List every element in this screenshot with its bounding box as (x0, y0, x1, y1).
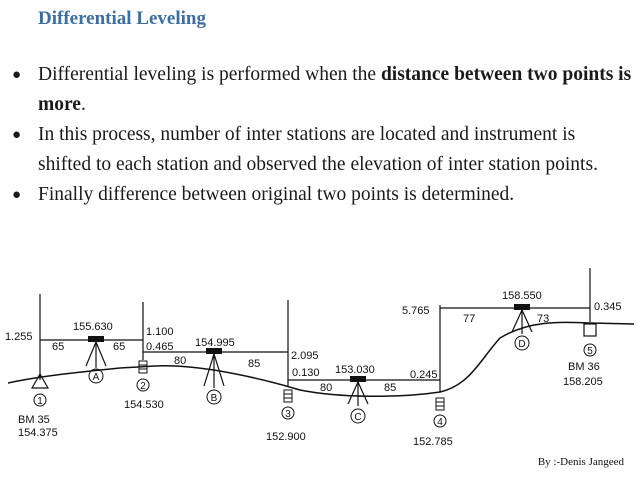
distance-label: 65 (52, 341, 65, 353)
point-3-number: 3 (285, 409, 291, 420)
bullet-bold-text: distance between two points is more (38, 64, 632, 115)
benchmark-5-marker-icon (584, 324, 596, 336)
reading-bs2: 0.465 (146, 341, 174, 353)
point-5-number: 5 (587, 346, 593, 357)
reading-fs2: 2.095 (291, 350, 319, 362)
point-5-elevation: 158.205 (563, 376, 603, 388)
station-d-label: D (518, 339, 526, 350)
leveling-diagram (0, 260, 638, 460)
point-4-number: 4 (437, 417, 443, 428)
point-1-number: 1 (37, 396, 43, 407)
bullet-icon: ● (12, 67, 22, 83)
point-2-number: 2 (140, 381, 146, 392)
bullet-list (12, 60, 632, 210)
bullet-text: In this process, number of inter stations are located and instrument is shifted to each station and observed the elevation of inter station points. (38, 124, 598, 175)
bullet-item (12, 120, 632, 180)
reading-fs1: 1.100 (146, 326, 174, 338)
hi-a: 155.630 (73, 321, 113, 333)
reading-fs3: 0.245 (410, 369, 438, 381)
reading-bs1: 1.255 (5, 331, 33, 343)
author-credit: By :-Denis Jangeed (537, 456, 624, 468)
point-4-elevation: 152.785 (413, 436, 453, 448)
turning-point-3-marker-icon (284, 390, 292, 402)
distance-label: 80 (174, 355, 187, 367)
point-1-name: BM 35 (18, 414, 50, 426)
point-2-elevation: 154.530 (124, 399, 164, 411)
distance-label: 80 (320, 382, 333, 394)
turning-point-4-marker-icon (436, 398, 444, 410)
reading-bs4: 5.765 (402, 305, 430, 317)
distance-label: 65 (113, 341, 126, 353)
bullet-text-end: . (80, 94, 86, 115)
level-instrument-b (204, 348, 224, 388)
level-instrument-a (86, 336, 106, 368)
bullet-item (12, 180, 632, 210)
hi-b: 154.995 (195, 337, 235, 349)
station-a-label: A (92, 372, 100, 383)
point-5-name: BM 36 (568, 361, 600, 373)
reading-fs4: 0.345 (594, 301, 622, 313)
bullet-icon: ● (12, 127, 22, 143)
bullet-icon: ● (12, 187, 22, 203)
bullet-item (12, 60, 632, 120)
level-instrument-d (512, 304, 532, 334)
distance-label: 73 (537, 313, 550, 325)
slide-title: Differential Leveling (38, 8, 206, 29)
station-b-label: B (210, 393, 218, 404)
distance-label: 85 (248, 358, 261, 370)
station-c-label: C (354, 412, 362, 423)
level-instrument-c (348, 376, 368, 406)
distance-label: 85 (384, 382, 397, 394)
reading-bs3: 0.130 (292, 367, 320, 379)
hi-c: 153.030 (335, 364, 375, 376)
hi-d: 158.550 (502, 290, 542, 302)
point-3-elevation: 152.900 (266, 431, 306, 443)
bullet-text: Finally difference between original two points is determined. (38, 184, 515, 205)
point-1-elevation: 154.375 (18, 427, 58, 439)
distance-label: 77 (463, 313, 476, 325)
bullet-text: Differential leveling is performed when the (38, 64, 381, 85)
